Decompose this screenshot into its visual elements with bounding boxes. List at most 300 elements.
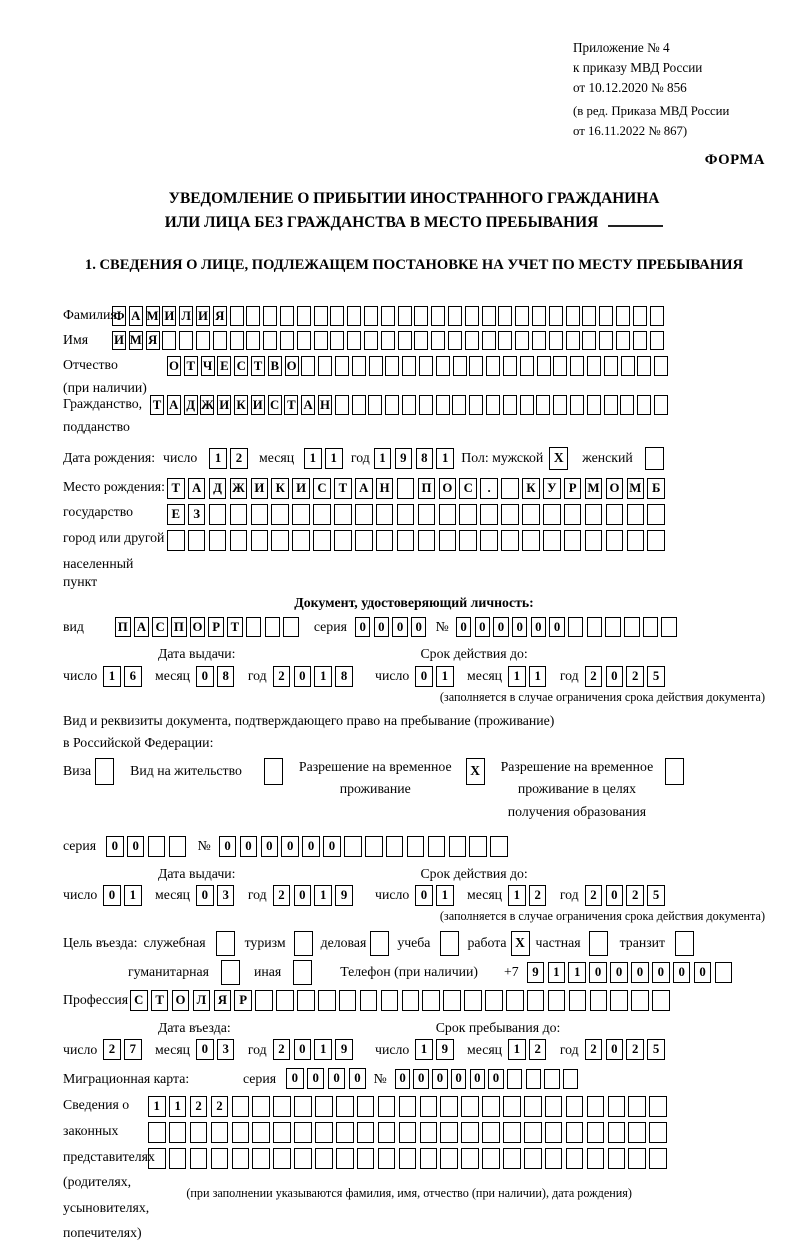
char-box[interactable]: 9 — [527, 962, 545, 983]
char-box[interactable] — [439, 504, 457, 525]
char-box[interactable] — [398, 306, 412, 326]
char-box[interactable] — [369, 356, 383, 376]
char-box[interactable] — [280, 331, 294, 351]
phone-boxes[interactable] — [527, 962, 736, 983]
char-box[interactable]: 0 — [606, 1039, 624, 1060]
permit-valid-month-boxes[interactable] — [508, 885, 550, 906]
char-box[interactable]: Р — [234, 990, 252, 1011]
char-box[interactable]: 0 — [470, 1069, 486, 1089]
permit-number-boxes[interactable] — [219, 836, 511, 857]
char-box[interactable] — [252, 1122, 270, 1143]
char-box[interactable]: Я — [214, 990, 232, 1011]
char-box[interactable]: Б — [647, 478, 665, 499]
char-box[interactable] — [520, 356, 534, 376]
char-box[interactable]: 0 — [106, 836, 124, 857]
char-box[interactable] — [543, 530, 561, 551]
char-box[interactable] — [169, 836, 187, 857]
char-box[interactable]: 0 — [411, 617, 427, 637]
char-box[interactable]: 0 — [328, 1068, 346, 1089]
char-box[interactable] — [637, 395, 651, 415]
char-box[interactable]: 0 — [103, 885, 121, 906]
char-box[interactable] — [628, 1096, 646, 1117]
char-box[interactable] — [360, 990, 378, 1011]
char-box[interactable] — [480, 530, 498, 551]
char-box[interactable]: 1 — [314, 666, 332, 687]
char-box[interactable] — [276, 990, 294, 1011]
char-box[interactable]: 1 — [209, 448, 227, 469]
char-box[interactable] — [292, 504, 310, 525]
char-box[interactable]: 8 — [335, 666, 353, 687]
char-box[interactable] — [461, 1148, 479, 1169]
char-box[interactable] — [605, 617, 621, 637]
char-box[interactable]: 2 — [529, 1039, 547, 1060]
char-box[interactable]: Т — [167, 478, 185, 499]
char-box[interactable]: К — [234, 395, 248, 415]
char-box[interactable] — [643, 617, 659, 637]
char-box[interactable]: 8 — [217, 666, 235, 687]
char-box[interactable] — [520, 395, 534, 415]
char-box[interactable]: 2 — [211, 1096, 229, 1117]
char-box[interactable] — [480, 504, 498, 525]
char-box[interactable]: Т — [184, 356, 198, 376]
char-box[interactable] — [246, 617, 262, 637]
char-box[interactable] — [628, 1122, 646, 1143]
char-box[interactable]: О — [606, 478, 624, 499]
char-box[interactable]: 7 — [124, 1039, 142, 1060]
char-box[interactable]: К — [522, 478, 540, 499]
char-box[interactable] — [422, 990, 440, 1011]
char-box[interactable]: 9 — [395, 448, 413, 469]
char-box[interactable] — [633, 306, 647, 326]
char-box[interactable] — [627, 504, 645, 525]
char-box[interactable]: Р — [208, 617, 224, 637]
char-box[interactable] — [230, 504, 248, 525]
char-box[interactable]: Ч — [201, 356, 215, 376]
char-box[interactable]: Е — [217, 356, 231, 376]
char-box[interactable] — [418, 530, 436, 551]
char-box[interactable] — [536, 395, 550, 415]
char-box[interactable]: О — [285, 356, 299, 376]
char-box[interactable]: Р — [564, 478, 582, 499]
char-box[interactable]: 0 — [606, 885, 624, 906]
char-box[interactable] — [503, 356, 517, 376]
stay-day-boxes[interactable] — [415, 1039, 457, 1060]
char-box[interactable] — [537, 356, 551, 376]
char-box[interactable] — [482, 306, 496, 326]
char-box[interactable] — [532, 331, 546, 351]
stay-year-boxes[interactable] — [585, 1039, 669, 1060]
char-box[interactable] — [162, 331, 176, 351]
char-box[interactable] — [464, 990, 482, 1011]
char-box[interactable] — [544, 1069, 560, 1089]
char-box[interactable] — [498, 306, 512, 326]
char-box[interactable]: В — [268, 356, 282, 376]
char-box[interactable] — [280, 306, 294, 326]
char-box[interactable] — [582, 331, 596, 351]
char-box[interactable] — [628, 1148, 646, 1169]
char-box[interactable] — [448, 306, 462, 326]
char-box[interactable]: П — [171, 617, 187, 637]
char-box[interactable] — [347, 306, 361, 326]
char-box[interactable]: С — [152, 617, 168, 637]
char-box[interactable] — [251, 530, 269, 551]
char-box[interactable] — [568, 617, 584, 637]
char-box[interactable] — [449, 836, 467, 857]
char-box[interactable] — [570, 395, 584, 415]
char-box[interactable] — [420, 1122, 438, 1143]
char-box[interactable] — [209, 504, 227, 525]
char-box[interactable]: 1 — [169, 1096, 187, 1117]
char-box[interactable] — [501, 530, 519, 551]
char-box[interactable] — [587, 395, 601, 415]
char-box[interactable]: 1 — [436, 885, 454, 906]
char-box[interactable]: 0 — [531, 617, 547, 637]
char-box[interactable] — [179, 331, 193, 351]
char-box[interactable]: 2 — [585, 666, 603, 687]
char-box[interactable]: 1 — [374, 448, 392, 469]
char-box[interactable]: 5 — [647, 1039, 665, 1060]
char-box[interactable] — [490, 836, 508, 857]
permit-issue-month-boxes[interactable] — [196, 885, 238, 906]
char-box[interactable] — [368, 395, 382, 415]
char-box[interactable] — [376, 504, 394, 525]
char-box[interactable] — [482, 1122, 500, 1143]
char-box[interactable] — [315, 1096, 333, 1117]
char-box[interactable] — [318, 356, 332, 376]
char-box[interactable] — [398, 331, 412, 351]
char-box[interactable] — [301, 356, 315, 376]
char-box[interactable] — [453, 356, 467, 376]
char-box[interactable] — [313, 530, 331, 551]
char-box[interactable]: . — [480, 478, 498, 499]
char-box[interactable]: Т — [227, 617, 243, 637]
char-box[interactable]: Л — [179, 306, 193, 326]
char-box[interactable] — [297, 306, 311, 326]
char-box[interactable]: 0 — [302, 836, 320, 857]
temp-residence-checkbox[interactable]: X — [466, 758, 485, 785]
char-box[interactable]: 0 — [374, 617, 390, 637]
char-box[interactable] — [251, 504, 269, 525]
char-box[interactable] — [252, 1096, 270, 1117]
char-box[interactable] — [587, 617, 603, 637]
char-box[interactable] — [294, 1122, 312, 1143]
char-box[interactable] — [335, 356, 349, 376]
char-box[interactable] — [465, 331, 479, 351]
char-box[interactable]: 9 — [436, 1039, 454, 1060]
permit-series-boxes[interactable] — [106, 836, 190, 857]
char-box[interactable]: Н — [376, 478, 394, 499]
char-box[interactable]: 0 — [488, 1069, 504, 1089]
char-box[interactable] — [501, 504, 519, 525]
char-box[interactable] — [209, 530, 227, 551]
char-box[interactable]: 2 — [103, 1039, 121, 1060]
char-box[interactable]: 1 — [325, 448, 343, 469]
char-box[interactable] — [608, 1122, 626, 1143]
char-box[interactable]: И — [112, 331, 126, 351]
char-box[interactable]: 0 — [549, 617, 565, 637]
char-box[interactable] — [336, 1096, 354, 1117]
char-box[interactable]: Л — [193, 990, 211, 1011]
char-box[interactable]: 0 — [261, 836, 279, 857]
char-box[interactable]: 1 — [529, 666, 547, 687]
char-box[interactable]: П — [115, 617, 131, 637]
char-box[interactable]: 2 — [529, 885, 547, 906]
char-box[interactable]: С — [313, 478, 331, 499]
char-box[interactable]: 1 — [508, 1039, 526, 1060]
char-box[interactable]: А — [301, 395, 315, 415]
char-box[interactable] — [649, 1096, 667, 1117]
char-box[interactable] — [631, 990, 649, 1011]
char-box[interactable]: К — [271, 478, 289, 499]
char-box[interactable] — [545, 1096, 563, 1117]
char-box[interactable]: 1 — [508, 885, 526, 906]
char-box[interactable]: Ф — [112, 306, 126, 326]
char-box[interactable] — [232, 1122, 250, 1143]
legal-reps-row2-boxes[interactable] — [148, 1122, 670, 1143]
char-box[interactable]: И — [251, 395, 265, 415]
doc-valid-month-boxes[interactable] — [508, 666, 550, 687]
char-box[interactable]: 0 — [219, 836, 237, 857]
char-box[interactable]: Т — [334, 478, 352, 499]
char-box[interactable] — [263, 306, 277, 326]
char-box[interactable] — [378, 1096, 396, 1117]
char-box[interactable]: 0 — [413, 1069, 429, 1089]
char-box[interactable] — [385, 395, 399, 415]
char-box[interactable] — [654, 395, 668, 415]
char-box[interactable] — [169, 1122, 187, 1143]
char-box[interactable] — [649, 1122, 667, 1143]
char-box[interactable]: 5 — [647, 666, 665, 687]
char-box[interactable] — [566, 306, 580, 326]
char-box[interactable]: С — [234, 356, 248, 376]
birth-month-boxes[interactable] — [304, 448, 346, 469]
char-box[interactable] — [167, 530, 185, 551]
char-box[interactable] — [419, 356, 433, 376]
char-box[interactable] — [211, 1148, 229, 1169]
char-box[interactable] — [397, 478, 415, 499]
purpose-other-checkbox[interactable] — [293, 960, 312, 985]
char-box[interactable]: 1 — [304, 448, 322, 469]
char-box[interactable]: 1 — [508, 666, 526, 687]
char-box[interactable]: 1 — [548, 962, 566, 983]
citizenship-boxes[interactable] — [150, 395, 671, 415]
char-box[interactable] — [587, 1148, 605, 1169]
char-box[interactable]: И — [292, 478, 310, 499]
char-box[interactable]: 8 — [416, 448, 434, 469]
char-box[interactable] — [352, 395, 366, 415]
char-box[interactable] — [232, 1096, 250, 1117]
char-box[interactable] — [273, 1122, 291, 1143]
char-box[interactable] — [633, 331, 647, 351]
char-box[interactable] — [616, 331, 630, 351]
char-box[interactable]: 3 — [217, 1039, 235, 1060]
char-box[interactable] — [620, 395, 634, 415]
doc-series-boxes[interactable] — [355, 617, 430, 637]
char-box[interactable] — [196, 331, 210, 351]
char-box[interactable]: М — [146, 306, 160, 326]
char-box[interactable] — [397, 530, 415, 551]
char-box[interactable] — [336, 1122, 354, 1143]
char-box[interactable] — [627, 530, 645, 551]
char-box[interactable]: Д — [209, 478, 227, 499]
char-box[interactable] — [610, 990, 628, 1011]
char-box[interactable] — [545, 1148, 563, 1169]
char-box[interactable] — [232, 1148, 250, 1169]
char-box[interactable] — [419, 395, 433, 415]
char-box[interactable] — [378, 1122, 396, 1143]
char-box[interactable]: А — [134, 617, 150, 637]
char-box[interactable] — [545, 1122, 563, 1143]
legal-reps-row3-boxes[interactable] — [148, 1148, 670, 1169]
char-box[interactable]: И — [217, 395, 231, 415]
char-box[interactable] — [566, 331, 580, 351]
char-box[interactable]: А — [129, 306, 143, 326]
char-box[interactable] — [543, 504, 561, 525]
char-box[interactable] — [549, 306, 563, 326]
char-box[interactable] — [566, 1122, 584, 1143]
char-box[interactable]: С — [268, 395, 282, 415]
char-box[interactable]: 0 — [395, 1069, 411, 1089]
char-box[interactable] — [230, 530, 248, 551]
char-box[interactable]: 0 — [294, 1039, 312, 1060]
char-box[interactable] — [599, 306, 613, 326]
char-box[interactable] — [649, 1148, 667, 1169]
char-box[interactable] — [335, 395, 349, 415]
char-box[interactable] — [318, 990, 336, 1011]
char-box[interactable] — [271, 504, 289, 525]
char-box[interactable] — [428, 836, 446, 857]
char-box[interactable] — [294, 1148, 312, 1169]
char-box[interactable]: 0 — [610, 962, 628, 983]
char-box[interactable] — [515, 331, 529, 351]
char-box[interactable] — [365, 836, 383, 857]
char-box[interactable] — [414, 331, 428, 351]
char-box[interactable] — [647, 504, 665, 525]
char-box[interactable]: 2 — [230, 448, 248, 469]
char-box[interactable]: 0 — [294, 666, 312, 687]
char-box[interactable] — [485, 990, 503, 1011]
birth-place-row3-boxes[interactable] — [167, 530, 668, 551]
char-box[interactable] — [469, 395, 483, 415]
char-box[interactable] — [330, 331, 344, 351]
surname-boxes[interactable] — [112, 306, 666, 326]
char-box[interactable] — [347, 331, 361, 351]
char-box[interactable] — [564, 530, 582, 551]
char-box[interactable] — [263, 331, 277, 351]
char-box[interactable]: Я — [213, 306, 227, 326]
char-box[interactable] — [637, 356, 651, 376]
char-box[interactable] — [569, 990, 587, 1011]
char-box[interactable] — [448, 331, 462, 351]
char-box[interactable]: З — [188, 504, 206, 525]
char-box[interactable] — [654, 356, 668, 376]
char-box[interactable] — [608, 1148, 626, 1169]
char-box[interactable] — [465, 306, 479, 326]
char-box[interactable] — [661, 617, 677, 637]
doc-issue-month-boxes[interactable] — [196, 666, 238, 687]
char-box[interactable] — [461, 1122, 479, 1143]
birth-place-row2-boxes[interactable] — [167, 504, 668, 525]
char-box[interactable] — [604, 356, 618, 376]
char-box[interactable] — [461, 1096, 479, 1117]
char-box[interactable] — [604, 395, 618, 415]
char-box[interactable]: Ж — [230, 478, 248, 499]
char-box[interactable] — [486, 356, 500, 376]
char-box[interactable] — [436, 395, 450, 415]
char-box[interactable] — [230, 306, 244, 326]
char-box[interactable]: 0 — [196, 885, 214, 906]
char-box[interactable] — [647, 530, 665, 551]
char-box[interactable] — [585, 530, 603, 551]
char-box[interactable] — [252, 1148, 270, 1169]
char-box[interactable] — [283, 617, 299, 637]
char-box[interactable]: 0 — [127, 836, 145, 857]
char-box[interactable] — [352, 356, 366, 376]
char-box[interactable] — [515, 306, 529, 326]
char-box[interactable]: 1 — [415, 1039, 433, 1060]
char-box[interactable] — [292, 530, 310, 551]
char-box[interactable] — [315, 1122, 333, 1143]
char-box[interactable] — [148, 1148, 166, 1169]
purpose-tourism-checkbox[interactable] — [294, 931, 313, 956]
char-box[interactable] — [503, 1122, 521, 1143]
char-box[interactable] — [650, 331, 664, 351]
char-box[interactable]: 2 — [273, 885, 291, 906]
char-box[interactable] — [330, 306, 344, 326]
char-box[interactable]: 0 — [323, 836, 341, 857]
entry-day-boxes[interactable] — [103, 1039, 145, 1060]
char-box[interactable]: О — [439, 478, 457, 499]
char-box[interactable] — [527, 990, 545, 1011]
char-box[interactable] — [443, 990, 461, 1011]
char-box[interactable] — [399, 1122, 417, 1143]
char-box[interactable] — [498, 331, 512, 351]
purpose-private-checkbox[interactable] — [589, 931, 608, 956]
char-box[interactable]: Н — [318, 395, 332, 415]
char-box[interactable]: Т — [251, 356, 265, 376]
char-box[interactable]: 0 — [512, 617, 528, 637]
char-box[interactable]: 0 — [307, 1068, 325, 1089]
char-box[interactable] — [564, 504, 582, 525]
char-box[interactable] — [344, 836, 362, 857]
char-box[interactable] — [246, 306, 260, 326]
char-box[interactable]: У — [543, 478, 561, 499]
char-box[interactable] — [297, 331, 311, 351]
temp-residence-edu-checkbox[interactable] — [665, 758, 684, 785]
char-box[interactable] — [587, 1096, 605, 1117]
patronymic-boxes[interactable] — [167, 356, 671, 376]
char-box[interactable] — [402, 990, 420, 1011]
doc-issue-year-boxes[interactable] — [273, 666, 357, 687]
char-box[interactable] — [482, 1148, 500, 1169]
residence-permit-checkbox[interactable] — [264, 758, 283, 785]
char-box[interactable] — [486, 395, 500, 415]
char-box[interactable]: 6 — [124, 666, 142, 687]
char-box[interactable]: 0 — [606, 666, 624, 687]
birth-year-boxes[interactable] — [374, 448, 458, 469]
purpose-study-checkbox[interactable] — [440, 931, 459, 956]
char-box[interactable]: 9 — [335, 885, 353, 906]
char-box[interactable]: 1 — [314, 1039, 332, 1060]
char-box[interactable] — [431, 331, 445, 351]
char-box[interactable]: И — [251, 478, 269, 499]
char-box[interactable]: 0 — [415, 885, 433, 906]
char-box[interactable] — [524, 1148, 542, 1169]
char-box[interactable] — [715, 962, 733, 983]
char-box[interactable] — [506, 990, 524, 1011]
char-box[interactable]: 2 — [190, 1096, 208, 1117]
char-box[interactable] — [355, 504, 373, 525]
